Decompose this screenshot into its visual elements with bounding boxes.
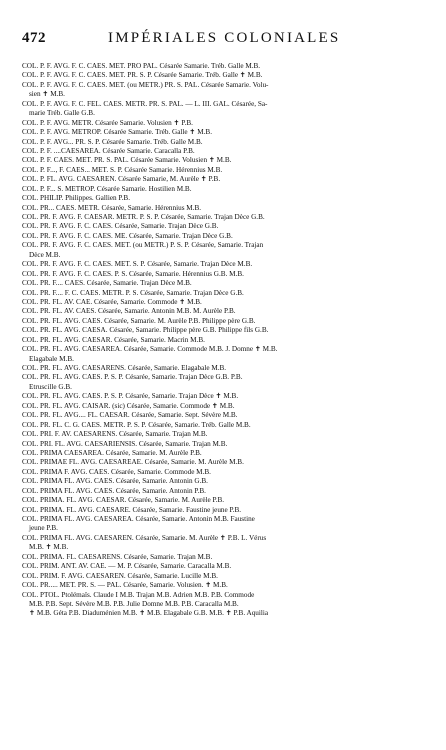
entry-line: COL. PR. F.... CAES. Césarée, Samarie. Trajan Dèce M.B. <box>22 279 192 288</box>
entry-line: COL. PRIMAE FL. AVG. CAESAREAE. Césarée, Samarie. M. Aurèle M.B. <box>22 458 244 467</box>
entry-line: COL. PR. FL. AVG. CAESARENS. Césarée, Samarie. Elagabale M.B. <box>22 364 227 372</box>
entry-line: COL. P. F... S. METROP. Césarée Samarie. Hostilien M.B. <box>22 184 192 193</box>
entry-line: COL. PRIM. ANT. AV. CAE. — M. P. Césarée, Samarie. Caracalla M.B. <box>22 562 232 571</box>
entry-line: COL. PRIMA FL. AVG. CAES. Césarée, Samarie. Antonin P.B. <box>22 486 206 495</box>
running-title: IMPÉRIALES COLONIALES <box>108 30 341 46</box>
entry-line-continuation: Dèce M.B. <box>29 250 61 259</box>
entry-line-continuation: Etruscille G.B. <box>29 382 72 391</box>
entry-line: COL. PR. FL. AVG.... FL. CAESAR. Césarée, Samarie. Sept. Sévère M.B. <box>22 411 238 420</box>
entry-line: COL. PRIMA FL. AVG. CAESAREN. Césarée, Samarie. M. Aurèle ✝ P.B. L. Vérus <box>22 533 267 542</box>
entry-line: COL. P. F. CAES. MET. PR. S. PAL. Césarée Samarie. Volusien ✝ M.B. <box>22 156 232 165</box>
entry-line: COL. PR. FL. AV. CAES. Césarée, Samarie. Antonin M.B. M. Aurèle P.B. <box>22 307 236 316</box>
entry-line: COL. PR. FL. C. G. CAES. METR. P. S. P. Césarée, Samarie. Tréb. Galle M.B. <box>22 420 251 429</box>
entry-line: COL. PR. F. AVG. F. C. CAES. MET. (ou METR.) P. S. P. Césarée, Samarie. Trajan <box>22 241 264 250</box>
entry-line: COL. PR. FL. AVG. CAESAR. Césarée, Samarie. Macrin M.B. <box>22 335 205 344</box>
entry-line: COL. PRIM. F. AVG. CAESAREN. Césarée, Samarie. Lucille M.B. <box>22 571 218 580</box>
entry-line-continuation: sien ✝ M.B. <box>29 90 65 99</box>
entry-line: COL. PRIMA. FL. AVG. CAESAR. Césarée, Samarie. M. Aurèle P.B. <box>22 496 225 505</box>
page-number: 472 <box>22 30 46 46</box>
entry-line: COL. PR. FL. AVG. CAES. P. S. P. Césarée, Samarie. Trajan Dèce ✝ M.B. <box>22 392 239 401</box>
entry-line: COL. P. F. AVG. F. C. CAES. MET. PRO PAL. Césarée Samarie. Tréb. Galle M.B. <box>22 62 261 70</box>
entry-line: COL. PR. F. AVG. F. C. CAES. Césarée, Samarie. Trajan Dèce G.B. <box>22 222 219 231</box>
entry-line-continuation: ✝ M.B. Géta P.B. Diaduménien M.B. ✝ M.B. Elagabale G.B. M.B. ✝ P.B. Aquilia <box>29 609 269 618</box>
entry-line: COL. P. F. ....CAESAREA. Césarée Samarie. Caracalla P.B. <box>22 146 195 155</box>
entry-line: COL. P. FL. AVG. CAESAREN. Césarée Samarie, M. Aurèle ✝ P.B. <box>22 175 221 184</box>
entry-line: COL. PRIMA FL. AVG. CAESAREA. Césarée, Samarie. Antonin M.B. Faustine <box>22 515 255 523</box>
entry-line: COL. PR. FL. AV. CAE. Césarée, Samarie. Commode ✝ M.B. <box>22 297 202 306</box>
entry-line: COL. PRIMA. FL. CAESARENS. Césarée, Samarie. Trajan M.B. <box>22 552 213 561</box>
entry-line: COL. PR. F.... F. C. CAES. METR. P. S. Césarée, Samarie. Trajan Dèce G.B. <box>22 288 244 297</box>
entry-line: COL. P. F. AVG. METR. Césarée Samarie. Volusien ✝ P.B. <box>22 118 193 127</box>
entry-line-continuation: M.B. P.B. Sept. Sévère M.B. P.B. Julie Domne M.B. P.B. Caracalla M.B. <box>29 599 239 608</box>
entry-line: COL. PR..... MET. PR. S. — PAL. Césarée, Samarie. Volusien. ✝ M.B. <box>22 581 228 590</box>
entry-line: COL. PR. FL. AVG. CAISAR. (sic) Césarée, Samarie. Commode ✝ M.B. <box>22 401 235 410</box>
entry-line: COL. PRIMA F. AVG. CAES. Césarée, Samarie. Commode M.B. <box>22 467 211 476</box>
entry-line: COL. P. F. AVG. F. C. CAES. MET. PR. S. P. Césarée Samarie. Tréb. Galle ✝ M.B. <box>22 71 263 80</box>
entry-line: COL. PRIMA FL. AVG. CAES. Césarée, Samarie. Antonin G.B. <box>22 477 208 486</box>
page-header <box>22 30 432 50</box>
entry-line: COL. PRIMA. FL. AVG. CAESARE. Césarée, Samarie. Faustine jeune P.B. <box>22 505 242 514</box>
entry-line: COL. PR. F. AVG. F. CAESAR. METR. P. S. P. Césarée, Samarie. Trajan Dèce G.B. <box>22 213 265 221</box>
entry-line: COL. PTOL. Ptolémaïs. Claude I M.B. Trajan M.B. Adrien M.B. P.B. Commode <box>22 590 255 599</box>
entry-line: COL. PR. F. AVG. F. C. CAES. MET. S. P. Césarée, Samarie. Trajan Dèce M.B. <box>22 260 253 269</box>
entry-line: COL. PRI. FL. AVG. CAESARIENSIS. Césarée, Samarie. Trajan M.B. <box>22 439 228 448</box>
entry-line-continuation: jeune P.B. <box>29 524 58 533</box>
entry-line: COL. P. F..., F. CAES... MET. S. P. Césarée Samarie. Hérennius M.B. <box>22 165 223 174</box>
entry-line: COL. P. F. AVG. METROP. Césarée Samarie. Tréb. Galle ✝ M.B. <box>22 128 212 137</box>
entry-line: COL. P. F. AVG. F. C. CAES. MET. (ou METR.) PR. S. PAL. Césarée Samarie. Volu- <box>22 80 269 89</box>
entry-list <box>22 62 440 619</box>
entry-line-continuation: M.B. ✝ M.B. <box>29 543 69 552</box>
entry-line: COL. P. F. AVG. F. C. FEL. CAES. METR. PR. S. PAL. — L. III. GAL. Césarée, Sa- <box>22 99 268 108</box>
entry-line: COL. P. F. AVG... PR. S. P. Césarée Samarie. Tréb. Galle M.B. <box>22 137 203 146</box>
entry-line: COL. PHILIP. Philippes. Gallien P.B. <box>22 194 131 203</box>
entry-line: COL. PRI. F. AV. CAESARENS. Césarée, Samarie. Trajan M.B. <box>22 430 208 439</box>
entry-line-continuation: Elagabale M.B. <box>29 354 74 363</box>
entry-line: COL. PRIMA CAESAREA. Césarée, Samarie. M. Aurèle P.B. <box>22 448 202 457</box>
entry-line: COL. PR. FL. AVG. CAES. P. S. P. Césarée, Samarie. Trajan Dèce G.B. P.B. <box>22 373 243 382</box>
entry-line: COL. PR. FL. AVG. CAESAREA. Césarée, Samarie. Commode M.B. J. Domne ✝ M.B. <box>22 345 278 354</box>
entry-line: COL. PR. FL. AVG. CAESA. Césarée, Samarie. Philippe père G.B. Philippe fils G.B. <box>22 326 269 335</box>
entry-line-continuation: marie Tréb. Galle G.B. <box>29 109 95 118</box>
entry-line: COL. PR. F. AVG. F. C. CAES. ME. Césarée, Samarie. Trajan Dèce G.B. <box>22 231 233 240</box>
entry-line: COL. PR... CAES. METR. Césarée, Samarie. Hérennius M.B. <box>22 203 202 212</box>
entry-line: COL. PR. F. AVG. F. C. CAES. P. S. Césarée, Samarie. Hérennius G.B. M.B. <box>22 269 244 278</box>
entry-line: COL. PR. FL. AVG. CAES. Césarée, Samarie. M. Aurèle P.B. Philippe père G.B. <box>22 316 256 325</box>
